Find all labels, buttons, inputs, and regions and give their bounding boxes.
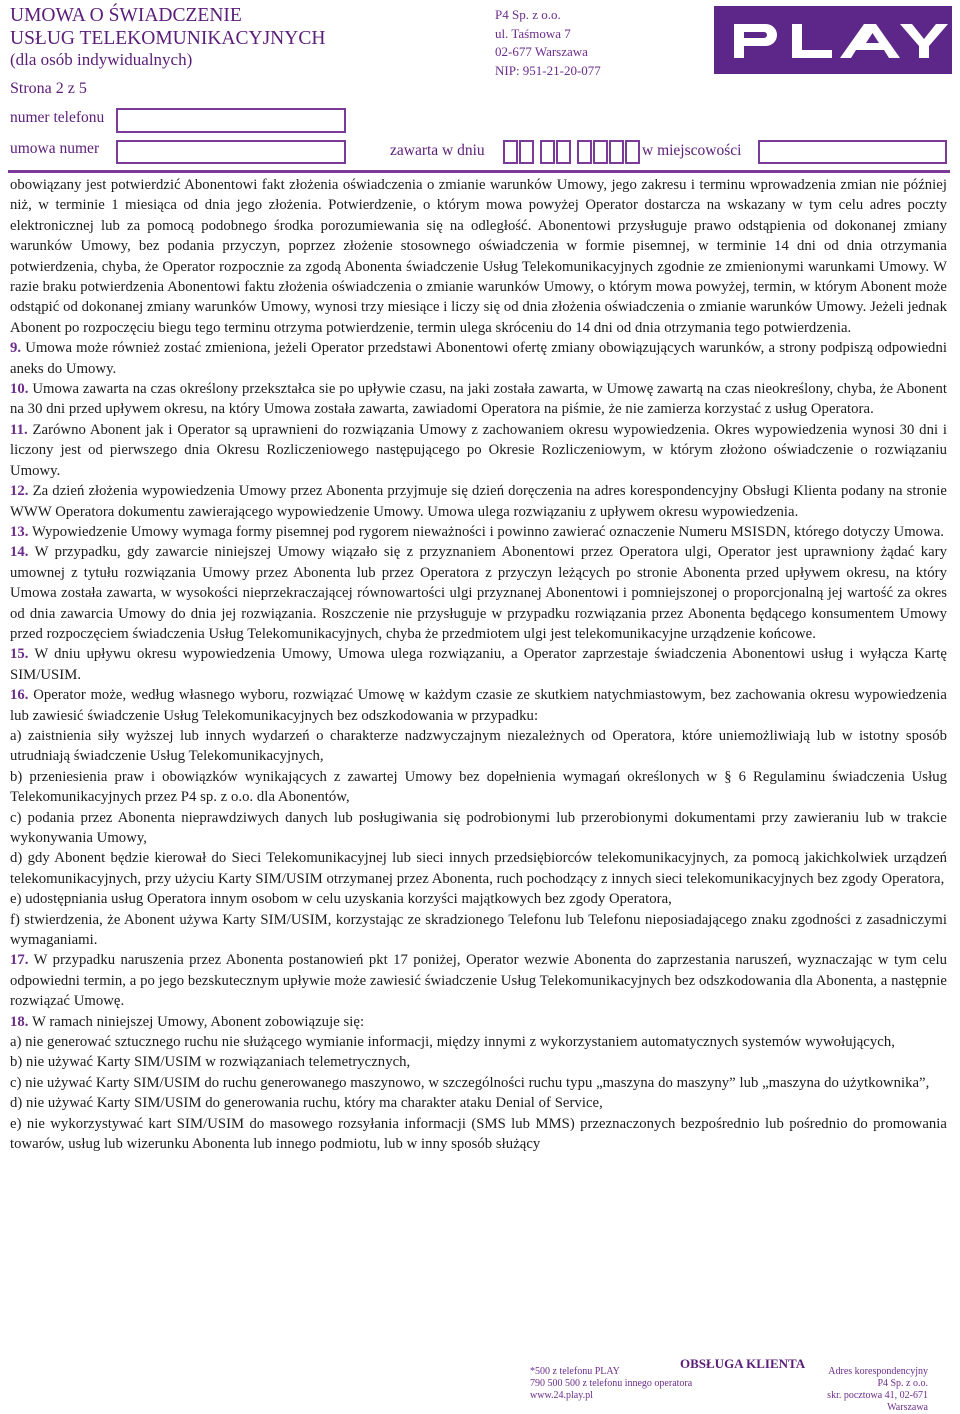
clause-number: 18. [10,1013,29,1030]
clause-number: 16. [10,687,29,704]
contract-clause [10,175,947,338]
page-indicator: Strona 2 z 5 [10,80,87,97]
contract-clause [10,808,947,849]
clause-text: Umowa może również zostać zmieniona, jeżeli Operator przedstawi Abonentowi ofertę zmiany obowiązujących warunków, a strony podpiszą odpowiedni aneks do Umowy. [10,340,947,377]
document-subtitle: (dla osób indywidualnych) [10,50,193,69]
header-divider [8,170,950,173]
contract-clause [10,1012,947,1032]
contract-label: umowa numer [10,140,100,157]
contract-clause [10,1073,947,1093]
clause-text: Zarówno Abonent jak i Operator są uprawnieni do rozwiązania Umowy z zachowaniem okresu wypowiedzenia. Okres wypowiedzenia wynosi 30 dni i liczony jest od pierwszego dnia Okresu Rozliczeniowego następującego po Okresie Rozliczeniowym, w którym złożono oświadczenie o rozwiązaniu Umowy. [10,421,948,479]
clause-text: e) udostępniania usług Operatora innym osobom w celu uzyskania korzyści majątkowych bez zgody Operatora, [10,891,672,908]
play-logo-mark [714,6,952,74]
date-cell[interactable] [625,140,640,164]
clause-number: 10. [10,381,29,398]
clause-text: a) nie generować sztucznego ruchu nie służącego wymianie informacji, między innymi z wykorzystaniem automatycznych systemów wywołujących, [10,1034,895,1051]
contract-field[interactable] [116,140,346,164]
date-cell[interactable] [593,140,608,164]
clause-text: W przypadku, gdy zawarcie niniejszej Umowy wiązało się z przyznaniem Abonentowi przez Operatora ulgi, Operator jest uprawniony żądać kary umownej z tytułu rozwiązania Umowy przez Abonenta lub przez Operatora z przyczyn leżących po stronie Abonenta przed upływem okresu, na który Umowa została zawarta, w wysokości nieprzekraczającej równowartości ulgi przyznanej Abonentowi i pomniejszonej o proporcjonalną jej wartość za okres od dnia zawarcia Umowy do dnia jej rozwiązania. Roszczenie nie przysługuje w przypadku rozwiązania przez Abonenta będącego konsumentem Umowy przed rozpoczęciem świadczenia Usług Telekomunikacyjnych, chyba że przedmiotem ulgi jest telekomunikacyjne urządzenie końcowe. [10,544,947,642]
contract-clause [10,726,947,767]
contract-clause [10,379,947,420]
phone-field[interactable] [116,108,346,133]
contract-clause [10,685,947,726]
play-logo [714,6,952,74]
clause-number: 9. [10,340,22,357]
contract-clause [10,1032,947,1052]
footer-line: 790 500 500 z telefonu innego operatora [530,1378,693,1389]
company-line: NIP: 951-21-20-077 [495,62,601,78]
contract-clause [10,1093,947,1113]
contract-body [10,175,947,1155]
contract-clause [10,542,947,644]
clause-text: d) gdy Abonent będzie kierował do Sieci Telekomunikacyjnej lub sieci innych przedsiębiorców telekomunikacyjnych, za pomocą jakichkolwiek urządzeń telekomunikacyjnych, przy użyciu Karty SIM/USIM otrzymanej przez Abonenta, ruch pochodzący z innych sieci telekomunikacyjnych bez zgody Operatora, [10,850,947,887]
contract-clause [10,848,947,889]
clause-text: f) stwierdzenia, że Abonent używa Karty SIM/USIM, korzystając ze skradzionego Telefonu lub Telefonu nieposiadającego znaku zgodności z zasadniczymi wymaganiami. [10,911,947,949]
clause-text: d) nie używać Karty SIM/USIM do generowania ruchu, który ma charakter ataku Denial of Service, [10,1095,603,1112]
company-line: 02-677 Warszawa [495,44,588,59]
clause-number: 15. [10,646,29,663]
date-label: zawarta w dniu [390,142,485,159]
footer-line: Adres korespondencyjny [828,1366,928,1377]
company-line: ul. Taśmowa 7 [495,25,571,41]
place-field[interactable] [758,140,947,164]
clause-text: W przypadku naruszenia przez Abonenta postanowień pkt 17 poniżej, Operator wezwie Abonenta do zaprzestania naruszeń, wyznaczając w tym celu odpowiedni termin, a po jego bezskutecznym upływie może zawiesić świadczenie Usług Telekomunikacyjnych bez odszkodowania dla Abonenta, a następnie rozwiązać Umowę. [10,952,947,1010]
footer-line: skr. pocztowa 41, 02-671 Warszawa [827,1390,928,1413]
contract-clause [10,767,947,808]
contract-clause [10,950,947,1011]
clause-number: 12. [10,483,29,500]
clause-text: c) nie używać Karty SIM/USIM do ruchu generowanego maszynowo, w szczególności ruchu typu „maszyna do maszyny” lub „maszyna do użytkownika”, [10,1074,930,1091]
contract-clause [10,338,947,379]
clause-text: b) przeniesienia praw i obowiązków wynikających z zawartej Umowy bez dopełnienia wymagań określonych w § 6 Regulaminu świadczenia Usług Telekomunikacyjnych przez P4 sp. z o.o. dla Abonentów, [10,768,947,806]
clause-text: c) podania przez Abonenta nieprawdziwych danych lub posługiwania się podrobionymi lub przerobionymi dokumentami przy zawieraniu lub w trakcie wykonywania Umowy, [10,809,947,846]
date-cell[interactable] [556,140,571,164]
clause-text: W dniu upływu okresu wypowiedzenia Umowy, Umowa ulega rozwiązaniu, a Operator zaprzestaje świadczenia Abonentowi usług i wyłącza Kartę SIM/USIM. [10,646,947,683]
company-line: P4 Sp. z o.o. [495,7,561,22]
contract-clause [10,481,947,522]
title-line: UMOWA O ŚWIADCZENIE [10,5,242,26]
clause-number: 17. [10,952,29,969]
place-label: w miejscowości [642,142,742,159]
date-cell[interactable] [519,140,534,164]
clause-text: W ramach niniejszej Umowy, Abonent zobowiązuje się: [31,1013,365,1030]
clause-number: 13. [10,523,29,540]
date-cell[interactable] [577,140,592,164]
contract-clause [10,420,947,481]
clause-text: Wypowiedzenie Umowy wymaga formy pisemnej pod rygorem nieważności i powinno zawierać oznaczenie Numeru MSISDN, którego dotyczy Umowa. [31,523,945,540]
contract-clause [10,1052,947,1072]
page-footer [0,1356,960,1413]
date-cell[interactable] [503,140,518,164]
contract-clause [10,644,947,685]
clause-number: 14. [10,544,29,561]
clause-text: b) nie używać Karty SIM/USIM w rozwiązaniach telemetrycznych, [10,1054,411,1071]
footer-line: *500 z telefonu PLAY [530,1366,620,1377]
contract-clause [10,889,947,909]
footer-contact [530,1366,692,1402]
clause-text: obowiązany jest potwierdzić Abonentowi fakt złożenia oświadczenia o zmianie warunków Umowy, jego zakresu i terminu wprowadzenia zmian nie później niż, w terminie 1 miesiąca od dnia jego złożenia. Potwierdzenie, o którym mowa powyżej Operator dostarcza na wskazany w tym celu adres poczty elektronicznej lub za pomocą podobnego środka porozumiewania się na odległość. Abonentowi przysługuje prawo odstąpienia od dokonanej zmiany warunków Umowy, bez podania przyczyn, poprzez złożenie stosownego oświadczenia w formie pisemnej, w terminie 14 dni od dnia otrzymania potwierdzenia, chyba, że Operator rozpocznie za zgodą Abonenta świadczenie Usług Telekomunikacyjnych zgodnie ze zmienionymi warunkami Umowy. W razie braku potwierdzenia Abonentowi faktu złożenia oświadczenia o zmianie warunków Umowy, o którym mowa powyżej, termin, w którym Abonent może odstąpić od dokonanej zmiany warunków Umowy, wynosi trzy miesiące i liczy się od dnia złożenia oświadczenia o zmianie warunków Umowy. Jeżeli jednak Abonent po rozpoczęciu biegu tego terminu otrzyma potwierdzenie, termin ulega skróceniu do 14 dni od dnia otrzymania tego potwierdzenia. [10,177,947,336]
footer-title: OBSŁUGA KLIENTA [680,1356,806,1371]
clause-text: a) zaistnienia siły wyższej lub innych wydarzeń o charakterze nadzwyczajnym niezależnych od Operatora, które uniemożliwiają lub w istotny sposób utrudniają świadczenie Usług Telekomunikacyjnych, [10,727,947,765]
date-cell[interactable] [609,140,624,164]
phone-label: numer telefonu [10,109,105,126]
date-cell[interactable] [540,140,555,164]
clause-text: Operator może, według własnego wyboru, rozwiązać Umowę w każdym czasie ze skutkiem natychmiastowym, bez zachowania okresu wypowiedzenia lub zawiesić świadczenie Usług Telekomunikacyjnych bez odszkodowania w przypadku: [10,687,947,724]
clause-text: Za dzień złożenia wypowiedzenia Umowy przez Abonenta przyjmuje się dzień doręczenia na adres korespondencyjny Obsługi Klienta podany na stronie WWW Operatora dokumentu zawierającego wypowiedzenie Umowy. Umowa ulega rozwiązaniu z upływem okresu wypowiedzenia. [10,483,947,520]
footer-address [800,1366,928,1414]
footer-line: www.24.play.pl [530,1390,593,1401]
contract-clause [10,910,947,951]
document-title [10,4,370,50]
title-line: USŁUG TELEKOMUNIKACYJNYCH [10,28,326,49]
company-address [495,6,601,80]
clause-text: e) nie wykorzystywać kart SIM/USIM do masowego rozsyłania informacji (SMS lub MMS) przeznaczonych bezpośrednio lub pośrednio do promowania towarów, usług lub wizerunku Abonenta lub innego podmiotu, lub w inny sposób służący [10,1115,947,1153]
footer-line: P4 Sp. z o.o. [877,1378,928,1389]
clause-number: 11. [10,421,28,438]
clause-text: Umowa zawarta na czas określony przekształca sie po upływie czasu, na jaki została zawarta, w Umowę zawartą na czas nieokreślony, chyba, że Abonent na 30 dni przed upływem okresu, na który Umowa została zawarta, zawiadomi Operatora na piśmie, że nie zamierza korzystać z usług Operatora. [10,381,947,418]
contract-clause [10,1114,947,1155]
contract-clause [10,522,947,542]
